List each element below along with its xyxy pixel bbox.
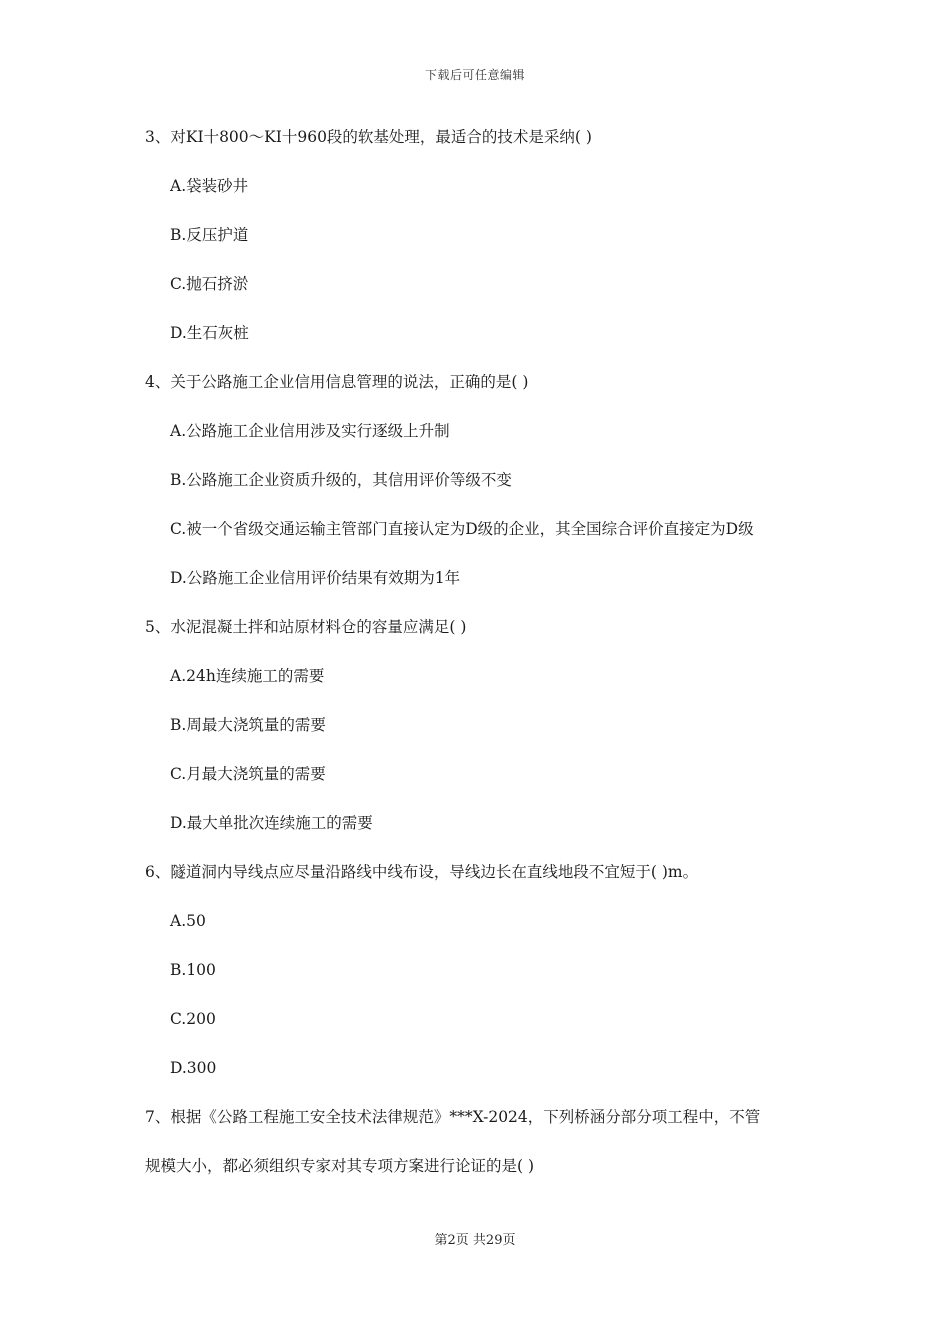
question-4: 4、关于公路施工企业信用信息管理的说法，正确的是( ): [145, 373, 529, 391]
page-header: 下载后可任意编辑: [424, 68, 525, 82]
question-4-option-c: C.被一个省级交通运输主管部门直接认定为D级的企业，其全国综合评价直接定为D级: [170, 520, 754, 538]
question-5-option-c: C.月最大浇筑量的需要: [170, 765, 326, 783]
question-3-option-c: C.抛石挤淤: [170, 275, 249, 293]
question-4-option-b: B.公路施工企业资质升级的，其信用评价等级不变: [170, 471, 512, 489]
question-5-option-b: B.周最大浇筑量的需要: [170, 716, 326, 734]
question-7-line-1: 7、根据《公路工程施工安全技术法律规范》***X-2024，下列桥涵分部分项工程中，不管: [145, 1108, 761, 1126]
question-5: 5、水泥混凝土拌和站原材料仓的容量应满足( ): [145, 618, 467, 636]
question-3-option-a: A.袋装砂井: [170, 177, 249, 195]
question-5-option-a: A.24h连续施工的需要: [170, 667, 325, 685]
question-6: 6、隧道洞内导线点应尽量沿路线中线布设，导线边长在直线地段不宜短于( )m。: [145, 863, 699, 881]
question-3-option-d: D.生石灰桩: [170, 324, 249, 342]
page-footer: 第2页 共29页: [434, 1233, 516, 1248]
question-4-option-d: D.公路施工企业信用评价结果有效期为1年: [170, 569, 461, 587]
question-list: [145, 125, 815, 1178]
question-5-option-d: D.最大单批次连续施工的需要: [170, 814, 373, 832]
question-6-option-b: B.100: [170, 961, 216, 979]
question-3: 3、对KI十800～KI十960段的软基处理，最适合的技术是采纳( ): [145, 128, 592, 146]
question-6-option-d: D.300: [170, 1059, 217, 1077]
question-6-option-c: C.200: [170, 1010, 216, 1028]
question-4-option-a: A.公路施工企业信用涉及实行逐级上升制: [170, 422, 450, 440]
question-6-option-a: A.50: [170, 912, 206, 930]
question-3-option-b: B.反压护道: [170, 226, 249, 244]
question-7-line-2: 规模大小，都必须组织专家对其专项方案进行论证的是( ): [145, 1157, 535, 1175]
